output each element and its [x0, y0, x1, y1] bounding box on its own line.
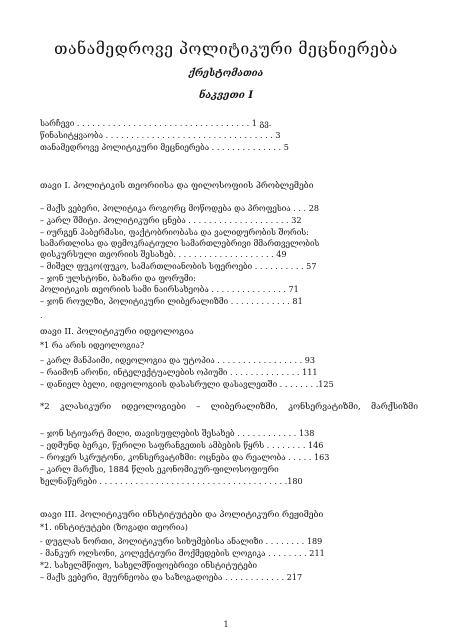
toc-entry: – მაქს ვებერი, პოლიტიკა როგორც მოწოდება და პროფესია . . . 28 — [40, 203, 319, 213]
toc-entry: – კარლ მანჰაიმი, იდეოლოგია და უტოპია . . . . . . . . . . . . . . . . . 93 — [40, 355, 316, 365]
book-subtitle: ქრესტომათია — [188, 68, 264, 79]
toc-entry: დისკურსული თეორიის შესახებ. . . . . . . . . . . . . . . . . . . . 49 — [40, 249, 287, 259]
section-heading: *2 კლასიკური იდეოლოგიები – ლიბერალიზმი, კონსერვატიზმი, მარქსიზმი — [40, 402, 418, 412]
toc-entry: *2. სახელმწიფო, სახელმწიფოებრივი ინსტიტუტები — [40, 560, 258, 570]
toc-entry: - დუგლას ნორთი, პოლიტიკური სიხუმებისა ანალიზი . . . . . . . . 189 — [40, 536, 323, 546]
toc-entry: – ჯონ ულსტონი, ბაზარი და ფორუმი: — [40, 273, 196, 283]
toc-entry: *1 რა არის იდეოლოგია? — [40, 340, 145, 350]
toc-entry: – რაიმონ არონი, ინტელექტუალების ოპიუმი . . . . . . . . . . . . . . 111 — [40, 367, 318, 377]
part-label: ნაკვეთი I — [198, 90, 254, 101]
toc-entry: – კარლ შმიტი. პოლიტიკური ცნება . . . . . . . . . . . . . . . . . . . . 32 — [40, 215, 302, 225]
book-title: თანამედროვე პოლიტიკური მეცნიერება — [54, 40, 398, 58]
toc-entry: სარჩევი . . . . . . . . . . . . . . . . . . . . . . . . . . . . . . . . . . 1 გვ. — [40, 118, 272, 128]
page-number: 1 — [223, 620, 229, 629]
toc-entry: პოლიტიკის თეორიის სამი ნაირსახეობა . . . . . . . . . . . . . . . 71 — [40, 284, 299, 294]
toc-entry: – ედმუნდ ბერკი, წერილი საფრანგეთის ამბების წყრს . . . . . . . . 146 — [40, 440, 324, 450]
toc-entry: ხელნაწერები . . . . . . . . . . . . . . . . . . . . . . . . . . . . . . . . . . . . .180 — [40, 476, 303, 486]
section-heading: თავი II. პოლიტიკური იდეოლოგია — [40, 327, 194, 337]
toc-entry: *1. ინსტიტუტები (ზოგადი თეორია) — [40, 522, 188, 532]
section-heading: თავი III. პოლიტიკური ინსტიტუტები და პოლიტიკური რეჟიმები — [40, 510, 324, 520]
toc-entry: – იურგენ ჰაბერმასი, ფაქტობრიობასა და ვალიდურობის შორის: — [40, 227, 309, 237]
toc-entry: – მიშელ ფუკო(ფუკო, სამართლიანობის სფეროები . . . . . . . . . . 57 — [40, 261, 317, 271]
toc-entry: – კარლ მარქსი, 1884 წლის ეკონომიკურ-ფილოსოფიური — [40, 464, 279, 474]
toc-entry: წინასიტყვაობა . . . . . . . . . . . . . . . . . . . . . . . . . . . . . . . . . 3 — [40, 130, 281, 140]
toc-entry: – ჯონ სტიუარტ მილი, თავისუფლების შესახებ . . . . . . . . . . . . 138 — [40, 428, 315, 438]
toc-entry: თანამედროვე პოლიტიკური მეცნიერება . . . . . . . . . . . . . . 5 — [40, 142, 289, 152]
toc-entry: – მაქს ვებერი, მეურნეობა და საზოგადოება . . . . . . . . . . . . 217 — [40, 572, 303, 582]
toc-entry: – როჯერ სკრუტონი, კონსერვატიზმი: ოცნება და რეალობა . . . . . 163 — [40, 452, 330, 462]
toc-entry: – დანიელ ბელი, იდეოლოგიის დასასრული დასავლეთში . . . . . . . .125 — [40, 379, 334, 389]
toc-entry: . — [40, 310, 43, 320]
toc-entry: - მანკურ ოლსონი, კოლექტიური მოქმედების ლოგიკა . . . . . . . . 211 — [40, 548, 325, 558]
section-heading: თავი I. პოლიტიკის თეორიისა და ფილოსოფიის პრობლემები — [40, 181, 314, 191]
toc-entry: სამართლისა და დემოკრატიული სამართლებრივი მმართველობის — [40, 238, 320, 248]
toc-entry: – ჯონ როულზი, პოლიტიკური ლიბერალიზმი . . . . . . . . . . . . 81 — [40, 296, 303, 306]
